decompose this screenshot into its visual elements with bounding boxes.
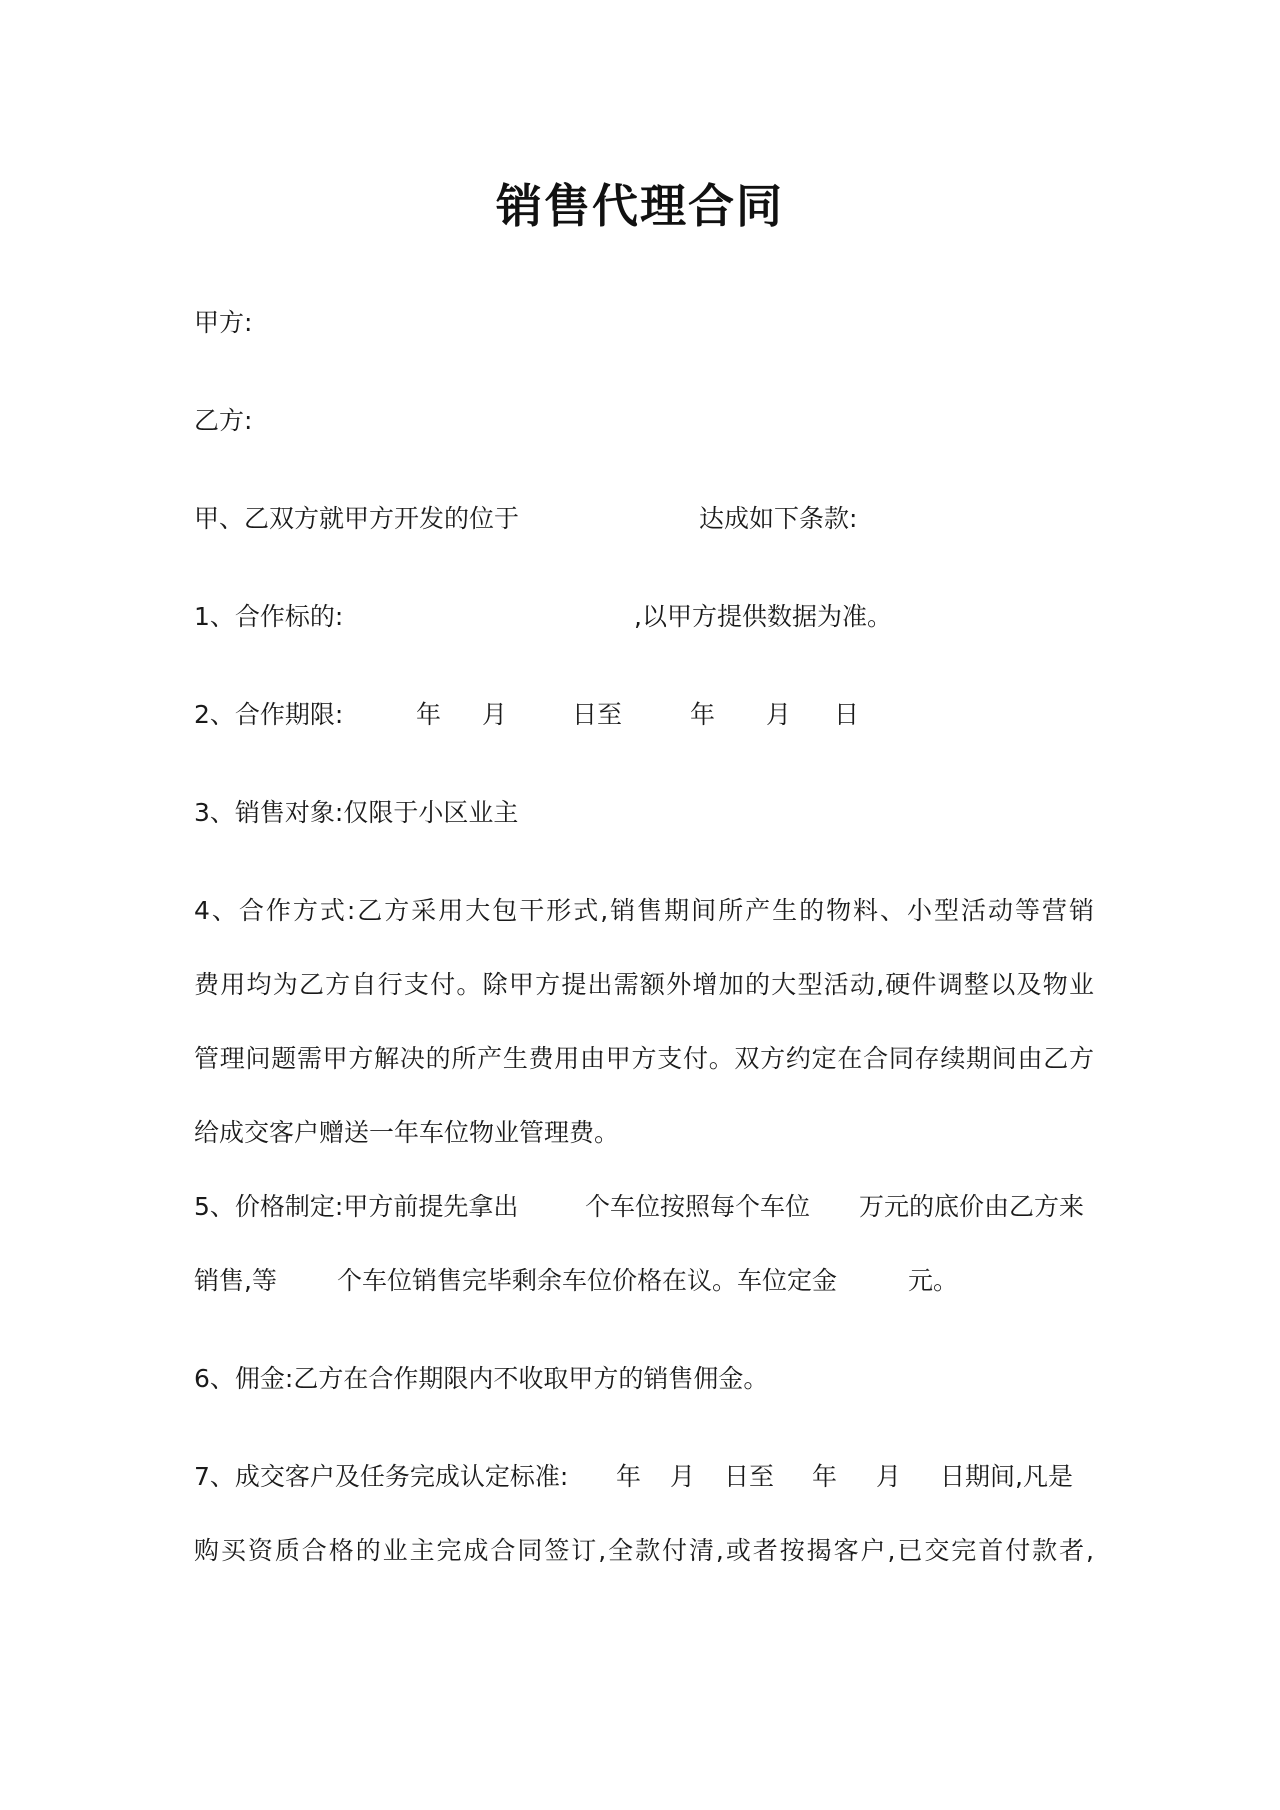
clause-2-label: 2、合作期限:: [194, 700, 344, 729]
clause-5-text-2: 个车位按照每个车位: [585, 1192, 811, 1221]
clause-6-line: 6、佣金:乙方在合作期限内不收取甲方的销售佣金。: [194, 1364, 769, 1393]
clause-7-month-1: 月: [670, 1462, 696, 1491]
clause-5-text-5: 个车位销售完毕剩余车位价格在议。车位定金: [337, 1266, 838, 1295]
clause-5-text-3: 万元的底价由乙方来: [859, 1192, 1085, 1221]
clause-5-text-1: 5、价格制定:甲方前提先拿出: [194, 1192, 519, 1221]
clause-5-text-4: 销售,等: [194, 1266, 277, 1295]
clause-1-label: 1、合作标的:: [194, 602, 344, 631]
intro-text-1: 甲、乙双方就甲方开发的位于: [194, 504, 520, 533]
clause-4-line-2: 费用均为乙方自行支付。除甲方提出需额外增加的大型活动,硬件调整以及物业: [194, 970, 1094, 999]
clause-7-year-1: 年: [616, 1462, 642, 1491]
clause-7-label: 7、成交客户及任务完成认定标准:: [194, 1462, 569, 1491]
clause-2-year-2: 年: [690, 700, 716, 729]
party-a-line: 甲方:: [194, 308, 253, 337]
clause-2-month-2: 月: [766, 700, 792, 729]
clause-5-text-6: 元。: [908, 1266, 959, 1295]
page-title: 销售代理合同: [496, 179, 784, 233]
clause-7-day-to: 日至: [724, 1462, 775, 1491]
clause-4-line-3: 管理问题需甲方解决的所产生费用由甲方支付。双方约定在合同存续期间由乙方: [194, 1044, 1094, 1073]
party-b-line: 乙方:: [194, 406, 253, 435]
clause-4-line-4: 给成交客户赠送一年车位物业管理费。: [194, 1118, 620, 1147]
intro-text-2: 达成如下条款:: [699, 504, 858, 533]
clause-7-month-2: 月: [876, 1462, 902, 1491]
clause-7-year-2: 年: [812, 1462, 838, 1491]
clause-4-line-1: 4、合作方式:乙方采用大包干形式,销售期间所产生的物料、小型活动等营销: [194, 896, 1094, 925]
clause-2-year-1: 年: [416, 700, 442, 729]
clause-2-month-1: 月: [482, 700, 508, 729]
clause-1-text: ,以甲方提供数据为准。: [634, 602, 892, 631]
clause-7-period: 日期间,凡是: [940, 1462, 1073, 1491]
clause-2-day-to: 日至: [572, 700, 623, 729]
clause-3-line: 3、销售对象:仅限于小区业主: [194, 798, 519, 827]
clause-2-day-2: 日: [834, 700, 860, 729]
clause-7-line-2: 购买资质合格的业主完成合同签订,全款付清,或者按揭客户,已交完首付款者,: [194, 1536, 1094, 1565]
